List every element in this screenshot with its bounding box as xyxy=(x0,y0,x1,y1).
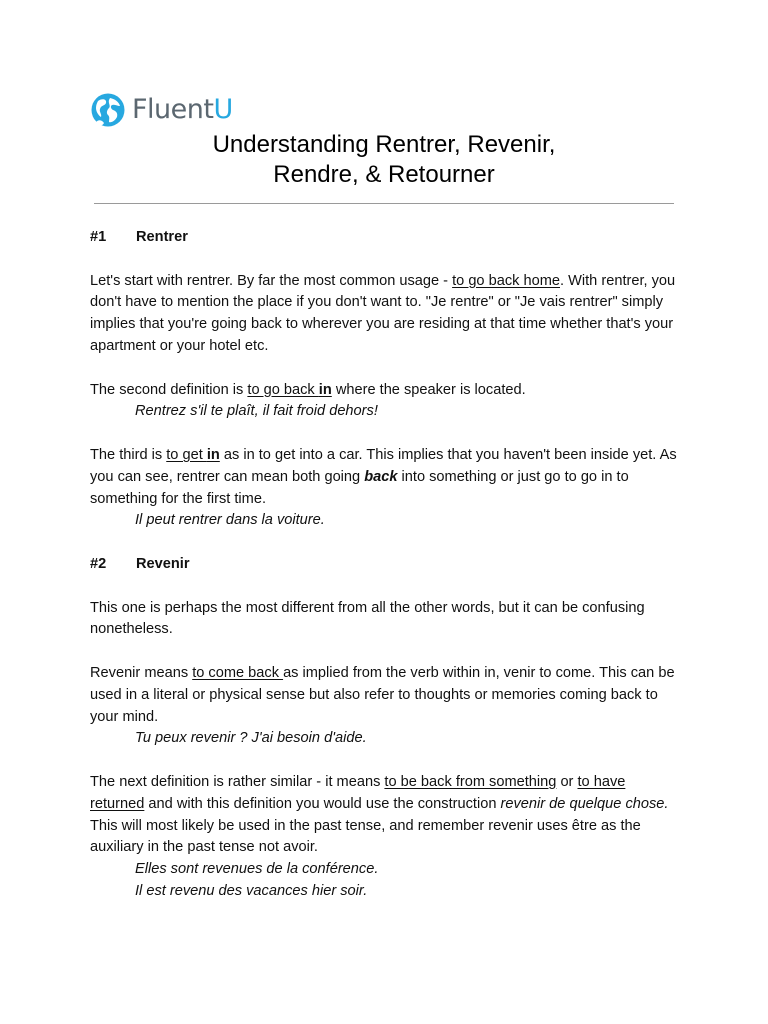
logo-wordmark xyxy=(132,92,233,128)
bold-italic-term: back xyxy=(364,468,398,485)
text-run: or xyxy=(556,773,578,790)
example-sentence: Elles sont revenues de la conférence. xyxy=(135,861,379,878)
paragraph xyxy=(90,380,680,402)
paragraph xyxy=(90,772,680,859)
fluentu-logo xyxy=(90,92,233,128)
document-title xyxy=(90,130,678,190)
text-run: where the speaker is located. xyxy=(331,381,526,398)
title-line-2: Rendre, & Retourner xyxy=(273,161,495,188)
underlined-term xyxy=(166,447,220,463)
underlined-term: to go back home xyxy=(452,272,560,289)
example-sentence: Tu peux revenir ? J'ai besoin d'aide. xyxy=(135,730,367,747)
bold-term: in xyxy=(318,381,332,398)
underlined-term xyxy=(247,382,331,398)
logo-word-fluent: Fluent xyxy=(132,94,214,125)
text-run: to get xyxy=(166,446,207,463)
section-heading-revenir xyxy=(90,554,680,576)
example-sentence: Il est revenu des vacances hier soir. xyxy=(135,882,368,899)
text-run: as in to get into a car. This implies that you haven't been inside yet. As you can see, rentrer can mean both going xyxy=(90,446,677,485)
text-run: This will most likely be used in the past tense, and remember revenir uses être as the auxiliary in the past tense not avoir. xyxy=(90,817,641,856)
text-run: and with this definition you would use the construction xyxy=(144,795,501,812)
section-title: Revenir xyxy=(136,555,190,572)
paragraph xyxy=(90,663,680,728)
example-sentence: Rentrez s'il te plaît, il fait froid dehors! xyxy=(135,403,378,420)
paragraph xyxy=(90,445,680,510)
paragraph: This one is perhaps the most different from all the other words, but it can be confusing nonetheless. xyxy=(90,599,645,638)
text-run: The second definition is xyxy=(90,381,248,398)
underlined-term: to be back from something xyxy=(384,773,557,790)
text-run: to go back xyxy=(247,381,319,398)
section-title: Rentrer xyxy=(136,229,188,245)
section-number: #1 xyxy=(90,229,107,245)
underlined-term: to come back xyxy=(192,664,284,681)
section-number: #2 xyxy=(90,555,107,572)
paragraph xyxy=(90,271,680,358)
bold-term: in xyxy=(206,446,220,463)
title-divider xyxy=(94,203,674,204)
globe-icon xyxy=(90,92,126,128)
text-run: as implied from the verb within in, venir to come. This can be used in a literal or physical sense but also refer to thoughts or memories coming back to your mind. xyxy=(90,664,675,725)
italic-term: revenir de quelque chose. xyxy=(500,795,669,812)
text-run: The next definition is rather similar - it means xyxy=(90,773,385,790)
example-sentence: Il peut rentrer dans la voiture. xyxy=(135,512,325,529)
section-heading-rentrer xyxy=(90,227,680,249)
text-run: The third is xyxy=(90,446,167,463)
text-run: . With rentrer, you don't have to mention the place if you don't want to. "Je rentre" or "Je vais rentrer" simply implies that you're going back to wherever you are residing at that time whether that's your apartment or your hotel etc. xyxy=(90,272,676,354)
text-run: into something or just go to go in to something for the first time. xyxy=(90,468,629,507)
logo-word-u: U xyxy=(213,94,233,125)
underlined-term: to have returned xyxy=(90,773,626,812)
text-run: Let's start with rentrer. By far the most common usage - xyxy=(90,272,453,289)
text-run: Revenir means xyxy=(90,664,193,681)
document-body xyxy=(90,227,680,903)
title-line-1: Understanding Rentrer, Revenir, xyxy=(212,131,556,158)
